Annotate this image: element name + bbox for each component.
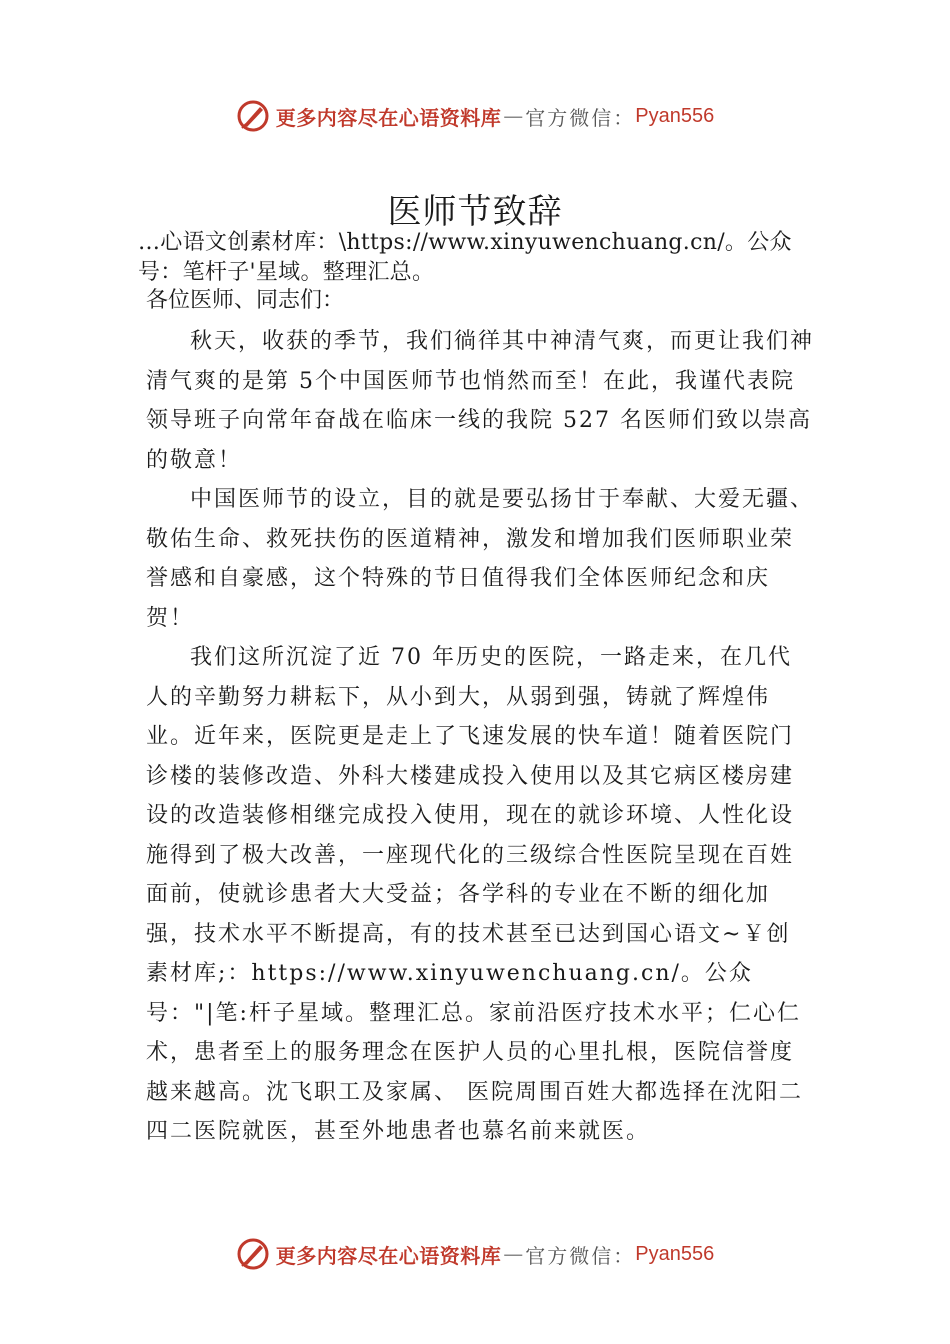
footer-separator: — [503, 1242, 524, 1266]
footer-wechat-id: Pyan556 [635, 1242, 715, 1265]
quill-pen-logo-icon [236, 99, 270, 133]
paragraph-2: 中国医师节的设立，目的就是要弘扬甘于奉献、大爱无疆、敬佑生命、救死扶伤的医道精神，激发和增加我们医师职业荣誉感和自豪感，这个特殊的节日值得我们全体医师纪念和庆贺！ [146, 487, 815, 631]
footer-wechat-label: 官方微信： [525, 1243, 636, 1268]
paragraph-3 [146, 638, 814, 1152]
header-separator: — [503, 104, 524, 128]
inline-source-notice: 心语文~￥创素材库;：https://www.xinyuwenchuang.cn/。公众号："|笔:杆子星域。整理汇总。 [146, 921, 791, 1026]
greeting: 各位医师、同志们： [146, 288, 345, 313]
paragraph-3-text: 我们这所沉淀了近 70 年历史的医院，一路走来，在几代人的辛勤努力耕耘下，从小到大，从弱到强，铸就了辉煌伟业。近年来，医院更是走上了飞速发展的快车道！随着医院门诊楼的装修改造、外科大楼建成投入使用以及其它病区楼房建设的改造装修相继完成投入使用，现在的就诊环境、人性化设施得到了极大改善，一座现代化的三级综合性医院呈现在百姓面前，使就诊患者大大受益；各学科的专业在不断的细化加强，技术水平不断提高，有的技术甚至已达到国 [146, 645, 795, 947]
footer-banner [0, 1234, 950, 1274]
header-banner [0, 96, 950, 136]
header-wechat-label: 官方微信： [525, 105, 636, 130]
paragraph-3-continuation: 家前沿医疗技术水平；仁心仁术，患者至上的服务理念在医护人员的心里扎根，医院信誉度越来越高。沈飞职工及家属、 医院周围百姓大都选择在沈阳二四二医院就医，甚至外地患者也慕名前来就医。 [146, 1000, 803, 1144]
document-body [146, 322, 814, 1152]
source-notice: …心语文创素材库：\https://www.xinyuwenchuang.cn/。公众号：笔杆子'星域。整理汇总。 [138, 230, 792, 285]
document-title: 医师节致辞 [387, 192, 563, 232]
footer-brand: 更多内容尽在心语资料库 [275, 1243, 502, 1268]
header-wechat-id: Pyan556 [635, 104, 715, 127]
footer-quill-pen-logo-icon [236, 1237, 270, 1271]
paragraph-1: 秋天，收获的季节，我们徜徉其中神清气爽，而更让我们神清气爽的是第 5个中国医师节也悄然而至！在此，我谨代表院领导班子向常年奋战在临床一线的我院 527 名医师们致以崇高的敬意！ [146, 329, 815, 473]
header-brand: 更多内容尽在心语资料库 [275, 105, 502, 130]
